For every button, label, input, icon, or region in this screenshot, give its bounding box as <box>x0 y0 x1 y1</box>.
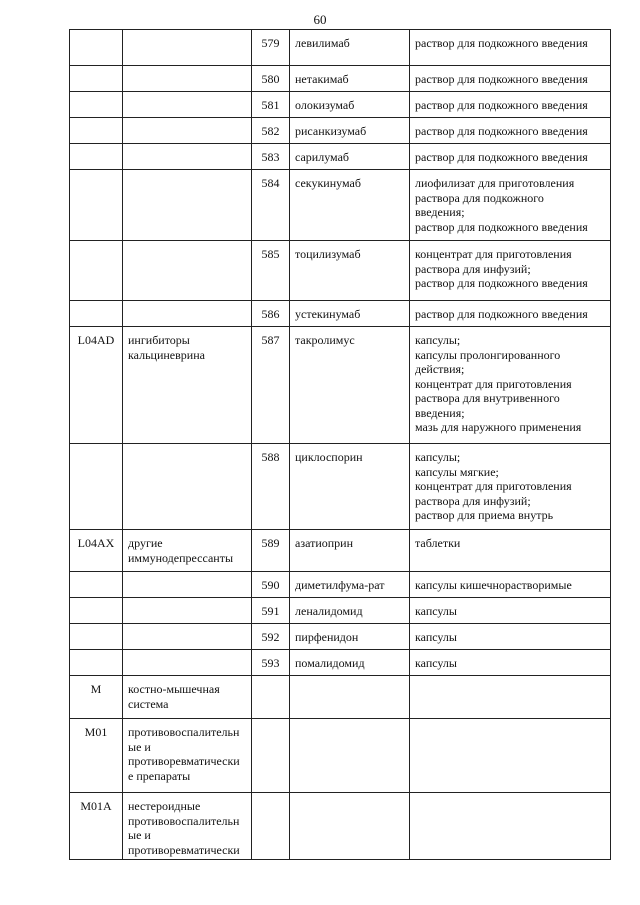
drug-name-cell: сарилумаб <box>290 144 410 169</box>
drug-name-cell: нетакимаб <box>290 66 410 91</box>
dosage-form-cell <box>410 719 610 792</box>
atc-code-cell <box>70 572 123 597</box>
group-name-cell: противовоспалительн ые и противоревматически е препараты <box>123 719 252 792</box>
table-row <box>70 170 610 241</box>
table-row <box>70 444 610 530</box>
group-name-cell <box>123 170 252 240</box>
atc-code-cell <box>70 624 123 649</box>
group-name-cell <box>123 66 252 91</box>
atc-code-cell: L04AD <box>70 327 123 443</box>
drug-name-cell: пирфенидон <box>290 624 410 649</box>
dosage-form-cell: раствор для подкожного введения <box>415 36 588 50</box>
table-row <box>70 530 610 572</box>
group-name-cell <box>123 92 252 117</box>
atc-code-cell: M <box>70 676 123 718</box>
drug-name-cell <box>290 793 410 859</box>
dosage-form-cell: концентрат для приготовления раствора для инфузий; раствор для подкожного введения <box>415 247 588 290</box>
group-name-cell <box>123 118 252 143</box>
table-row <box>70 30 610 66</box>
dosage-form-cell: раствор для подкожного введения <box>415 124 588 138</box>
group-name-cell: костно-мышечная система <box>123 676 252 718</box>
atc-code-cell <box>70 118 123 143</box>
drug-name-cell: азатиоприн <box>290 530 410 571</box>
atc-code-cell <box>70 30 123 65</box>
table-row <box>70 624 610 650</box>
atc-code-cell <box>70 650 123 675</box>
dosage-form-cell: капсулы; капсулы пролонгированного действия; концентрат для приготовления раствора для внутривенного введения; мазь для наружного применения <box>415 333 582 434</box>
table-row <box>70 650 610 676</box>
item-number-cell: 583 <box>252 144 290 169</box>
group-name-cell: нестероидные противовоспалительн ые и противоревматически <box>123 793 252 859</box>
atc-code-cell <box>70 598 123 623</box>
atc-code-cell <box>70 92 123 117</box>
dosage-form-cell: капсулы <box>415 630 457 644</box>
group-name-cell <box>123 444 252 529</box>
item-number-cell: 589 <box>252 530 290 571</box>
atc-code-cell <box>70 66 123 91</box>
dosage-form-cell: капсулы; капсулы мягкие; концентрат для приготовления раствора для инфузий; раствор для приема внутрь <box>415 450 572 522</box>
drug-name-cell: устекинумаб <box>290 301 410 326</box>
dosage-form-cell: раствор для подкожного введения <box>415 98 588 112</box>
item-number-cell: 591 <box>252 598 290 623</box>
dosage-form-cell <box>410 676 610 718</box>
drug-table <box>69 29 611 860</box>
drug-name-cell: диметилфума-рат <box>290 572 410 597</box>
drug-name-cell: секукинумаб <box>290 170 410 240</box>
atc-code-cell <box>70 301 123 326</box>
table-row <box>70 301 610 327</box>
atc-code-cell <box>70 444 123 529</box>
item-number-cell: 585 <box>252 241 290 300</box>
item-number-cell <box>252 793 290 859</box>
atc-code-cell <box>70 144 123 169</box>
group-name-cell <box>123 598 252 623</box>
table-row <box>70 676 610 719</box>
atc-code-cell: M01 <box>70 719 123 792</box>
item-number-cell: 579 <box>252 30 290 65</box>
item-number-cell: 590 <box>252 572 290 597</box>
table-row <box>70 66 610 92</box>
item-number-cell: 584 <box>252 170 290 240</box>
atc-code-cell <box>70 170 123 240</box>
table-row <box>70 598 610 624</box>
table-row <box>70 92 610 118</box>
table-row <box>70 793 610 859</box>
item-number-cell: 593 <box>252 650 290 675</box>
dosage-form-cell: раствор для подкожного введения <box>415 307 588 321</box>
drug-name-cell: рисанкизумаб <box>290 118 410 143</box>
dosage-form-cell: раствор для подкожного введения <box>415 72 588 86</box>
drug-name-cell: такролимус <box>290 327 410 443</box>
item-number-cell: 587 <box>252 327 290 443</box>
dosage-form-cell: таблетки <box>415 536 461 550</box>
table-row <box>70 144 610 170</box>
atc-code-cell: M01A <box>70 793 123 859</box>
group-name-cell: другие иммунодепрессанты <box>123 530 252 571</box>
item-number-cell: 581 <box>252 92 290 117</box>
item-number-cell: 592 <box>252 624 290 649</box>
dosage-form-cell <box>410 793 610 859</box>
atc-code-cell: L04AX <box>70 530 123 571</box>
item-number-cell: 580 <box>252 66 290 91</box>
drug-name-cell: помалидомид <box>290 650 410 675</box>
table-row <box>70 719 610 793</box>
table-row <box>70 572 610 598</box>
drug-name-cell: олокизумаб <box>290 92 410 117</box>
drug-name-cell: левилимаб <box>290 30 410 65</box>
group-name-cell <box>123 241 252 300</box>
item-number-cell <box>252 676 290 718</box>
table-row <box>70 327 610 444</box>
page-number: 60 <box>313 12 327 27</box>
drug-name-cell <box>290 719 410 792</box>
drug-name-cell: тоцилизумаб <box>290 241 410 300</box>
drug-name-cell <box>290 676 410 718</box>
drug-name-cell: циклоспорин <box>290 444 410 529</box>
drug-name-cell: леналидомид <box>290 598 410 623</box>
item-number-cell <box>252 719 290 792</box>
dosage-form-cell: раствор для подкожного введения <box>415 150 588 164</box>
group-name-cell <box>123 301 252 326</box>
group-name-cell <box>123 144 252 169</box>
item-number-cell: 588 <box>252 444 290 529</box>
atc-code-cell <box>70 241 123 300</box>
dosage-form-cell: капсулы <box>415 604 457 618</box>
dosage-form-cell: лиофилизат для приготовления раствора для подкожного введения; раствор для подкожного введения <box>415 176 588 234</box>
table-row <box>70 118 610 144</box>
dosage-form-cell: капсулы кишечнорастворимые <box>415 578 572 592</box>
group-name-cell <box>123 624 252 649</box>
group-name-cell <box>123 650 252 675</box>
group-name-cell <box>123 572 252 597</box>
dosage-form-cell: капсулы <box>415 656 457 670</box>
item-number-cell: 582 <box>252 118 290 143</box>
group-name-cell: ингибиторы кальциневрина <box>123 327 252 443</box>
table-row <box>70 241 610 301</box>
item-number-cell: 586 <box>252 301 290 326</box>
group-name-cell <box>123 30 252 65</box>
